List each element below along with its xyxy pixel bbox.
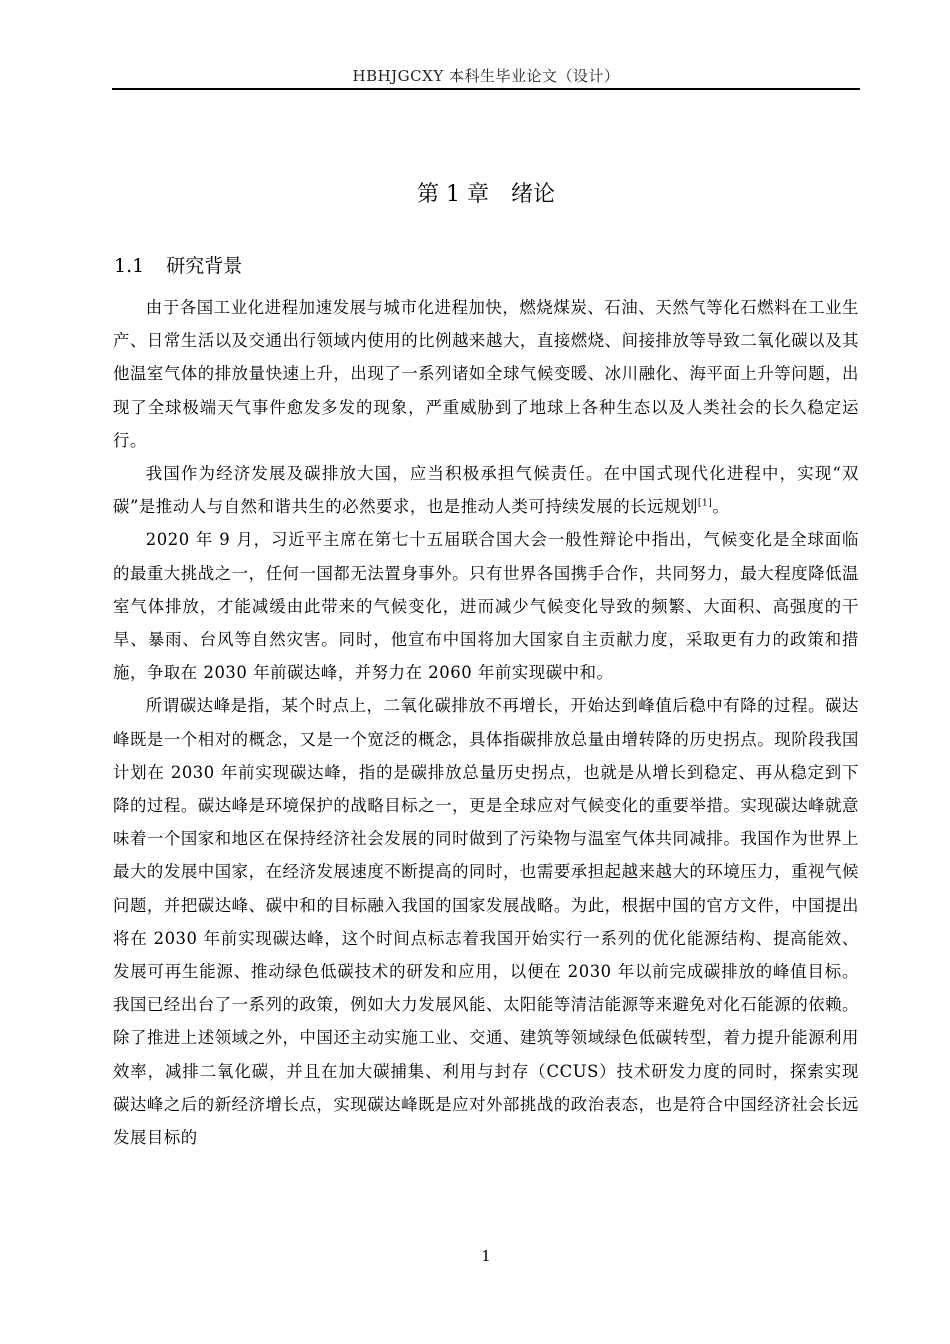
paragraph-text: 2020 年 9 月，习近平主席在第七十五届联合国大会一般性辩论中指出，气候变化是全球面临的最重大挑战之一，任何一国都无法置身事外。只有世界各国携手合作，共同努力，最大程度降低温室气体排放，才能减缓由此带来的气候变化，进而减少气候变化导致的频繁、大面积、高强度的干旱、暴雨、台风等自然灾害。同时，他宣布中国将加大国家自主贡献力度，采取更有力的政策和措施，争取在 2030 年前碳达峰，并努力在 2060 年前实现碳中和。	[113, 530, 859, 683]
section-number: 1.1	[114, 255, 145, 277]
citation-ref[interactable]: [1]	[697, 498, 713, 509]
paragraph-text: 由于各国工业化进程加速发展与城市化进程加快，燃烧煤炭、石油、天然气等化石燃料在工业生产、日常生活以及交通出行领域内使用的比例越来越大，直接燃烧、间接排放等导致二氧化碳以及其他温室气体的排放量快速上升，出现了一系列诸如全球气候变暖、冰川融化、海平面上升等问题，出现了全球极端天气事件愈发多发的现象，严重威胁到了地球上各种生态以及人类社会的长久稳定运行。	[113, 298, 859, 450]
body-text	[113, 291, 859, 1154]
paragraph-text: 我国作为经济发展及碳排放大国，应当积极承担气候责任。在中国式现代化进程中，实现“双碳”是推动人与自然和谐共生的必然要求，也是推动人类可持续发展的长远规划	[113, 464, 859, 517]
section-heading	[114, 252, 242, 280]
paragraph-4	[113, 689, 859, 1154]
paragraph-1	[113, 291, 859, 457]
paragraph-text: 所谓碳达峰是指，某个时点上，二氧化碳排放不再增长，开始达到峰值后稳中有降的过程。碳达峰既是一个相对的概念，又是一个宽泛的概念，具体指碳排放总量由增转降的历史拐点。现阶段我国计划在 2030 年前实现碳达峰，指的是碳排放总量历史拐点，也就是从增长到稳定、再从稳定到下降的过程。碳达峰是环境保护的战略目标之一，更是全球应对气候变化的重要举措。实现碳达峰就意味着一个国家和地区在保持经济社会发展的同时做到了污染物与温室气体共同减排。我国作为世界上最大的发展中国家，在经济发展速度不断提高的同时，也需要承担起越来越大的环境压力，重视气候问题，并把碳达峰、碳中和的目标融入我国的国家发展战略。为此，根据中国的官方文件，中国提出将在 2030 年前实现碳达峰，这个时间点标志着我国开始实行一系列的优化能源结构、提高能效、发展可再生能源、推动绿色低碳技术的研发和应用，以便在 2030 年以前完成碳排放的峰值目标。我国已经出台了一系列的政策，例如大力发展风能、太阳能等清洁能源等来避免对化石能源的依赖。除了推进上述领域之外，中国还主动实施工业、交通、建筑等领域绿色低碳转型，着力提升能源利用效率，减排二氧化碳，并且在加大碳捕集、利用与封存（CCUS）技术研发力度的同时，探索实现碳达峰之后的新经济增长点，实现碳达峰既是应对外部挑战的政治表态，也是符合中国经济社会长远发展目标的	[113, 696, 859, 1148]
paragraph-2	[113, 457, 859, 523]
running-header: HBHJGCXY 本科生毕业论文（设计）	[352, 67, 620, 85]
header-rule	[112, 88, 860, 90]
chapter-title: 第 1 章 绪论	[417, 182, 555, 207]
paragraph-tail: 。	[712, 497, 730, 517]
paragraph-3	[113, 523, 859, 689]
page-number: 1	[481, 1247, 491, 1265]
section-title: 研究背景	[166, 255, 243, 277]
